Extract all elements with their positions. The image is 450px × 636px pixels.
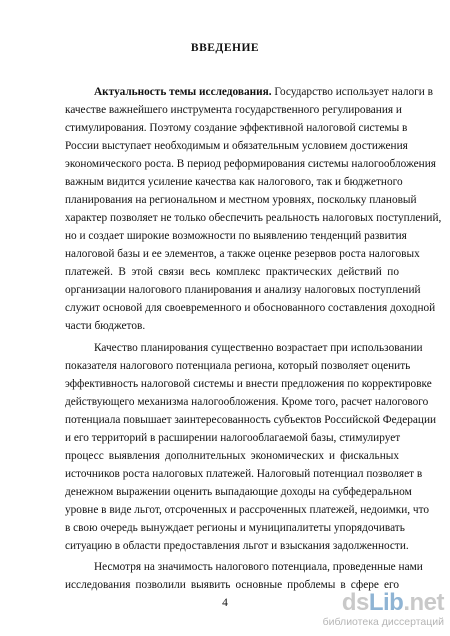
page-number: 4 [222, 597, 228, 609]
watermark-site-part: .net [403, 589, 444, 616]
text-line: стимулирования. Поэтому создание эффективной налоговой системы в [65, 122, 408, 134]
text-line: служит основой для своевременного и обоснованного составления доходной [65, 302, 436, 314]
text-line: налоговой базы и ее элементов, а также оценке резервов роста налоговых [65, 248, 420, 260]
watermark[interactable] [306, 590, 444, 630]
text-line: исследования позволили выявить основные проблемы в сфере его [65, 579, 399, 591]
watermark-site [342, 590, 444, 616]
text-line: качестве важнейшего инструмента государственного регулирования и [65, 104, 402, 116]
text-line: экономического роста. В период реформирования системы налогообложения [65, 158, 436, 170]
watermark-site-part: Lib [368, 589, 404, 616]
text-line: в свою очередь вынуждает регионы и муниципалитеты упорядочивать [65, 522, 405, 534]
text-line: Качество планирования существенно возрастает при использовании [94, 342, 423, 354]
text-span: Государство использует налоги в [271, 86, 433, 98]
text-line: важным видится усиление качества как налогового, так и бюджетного [65, 176, 403, 188]
text-line: части бюджетов. [65, 320, 146, 332]
text-line: ситуацию в области предоставления льгот и взыскания задолженности. [65, 540, 409, 552]
text-line: действующего механизма налогообложения. Кроме того, расчет налогового [65, 396, 429, 408]
page-title: ВВЕДЕНИЕ [190, 42, 260, 54]
text-line: характер позволяет не только обеспечить реальность налоговых поступлений, [65, 212, 442, 224]
text-line: Несмотря на значимость налогового потенциала, проведенные нами [94, 561, 423, 573]
text-line: платежей. В этой связи весь комплекс практических действий по [65, 266, 399, 278]
text-line [94, 83, 433, 101]
text-line: и его территорий в расширении налогооблагаемой базы, стимулирует [65, 432, 401, 444]
text-line: процесс выявления дополнительных экономических и фискальных [65, 450, 399, 462]
text-line: России выступает необходимым и обязательным условием достижения [65, 140, 408, 152]
paragraph-lead: Актуальность темы исследования. [94, 86, 272, 98]
text-line: планирования на региональном и местном уровнях, поскольку плановый [65, 194, 417, 206]
text-line: но и создает широкие возможности по выявлению тенденций развития [65, 230, 407, 242]
watermark-site-part: ds [341, 589, 369, 616]
text-line: уровне в виде льгот, отсроченных и рассроченных платежей, недоимки, что [65, 504, 430, 516]
watermark-caption: библиотека диссертаций [322, 616, 444, 628]
text-line: эффективность налоговой системы и внести предложения по корректировке [65, 378, 432, 390]
text-line: денежном выражении оценить выпадающие доходы на субфедеральном [65, 486, 412, 498]
text-line: показателя налогового потенциала региона, который позволяет оценить [65, 360, 411, 372]
text-line: организации налогового планирования и анализу налоговых поступлений [65, 284, 421, 296]
text-line: источников роста налоговых платежей. Налоговый потенциал позволяет в [65, 468, 423, 480]
text-line: потенциала повышает заинтересованность субъектов Российской Федерации [65, 414, 437, 426]
